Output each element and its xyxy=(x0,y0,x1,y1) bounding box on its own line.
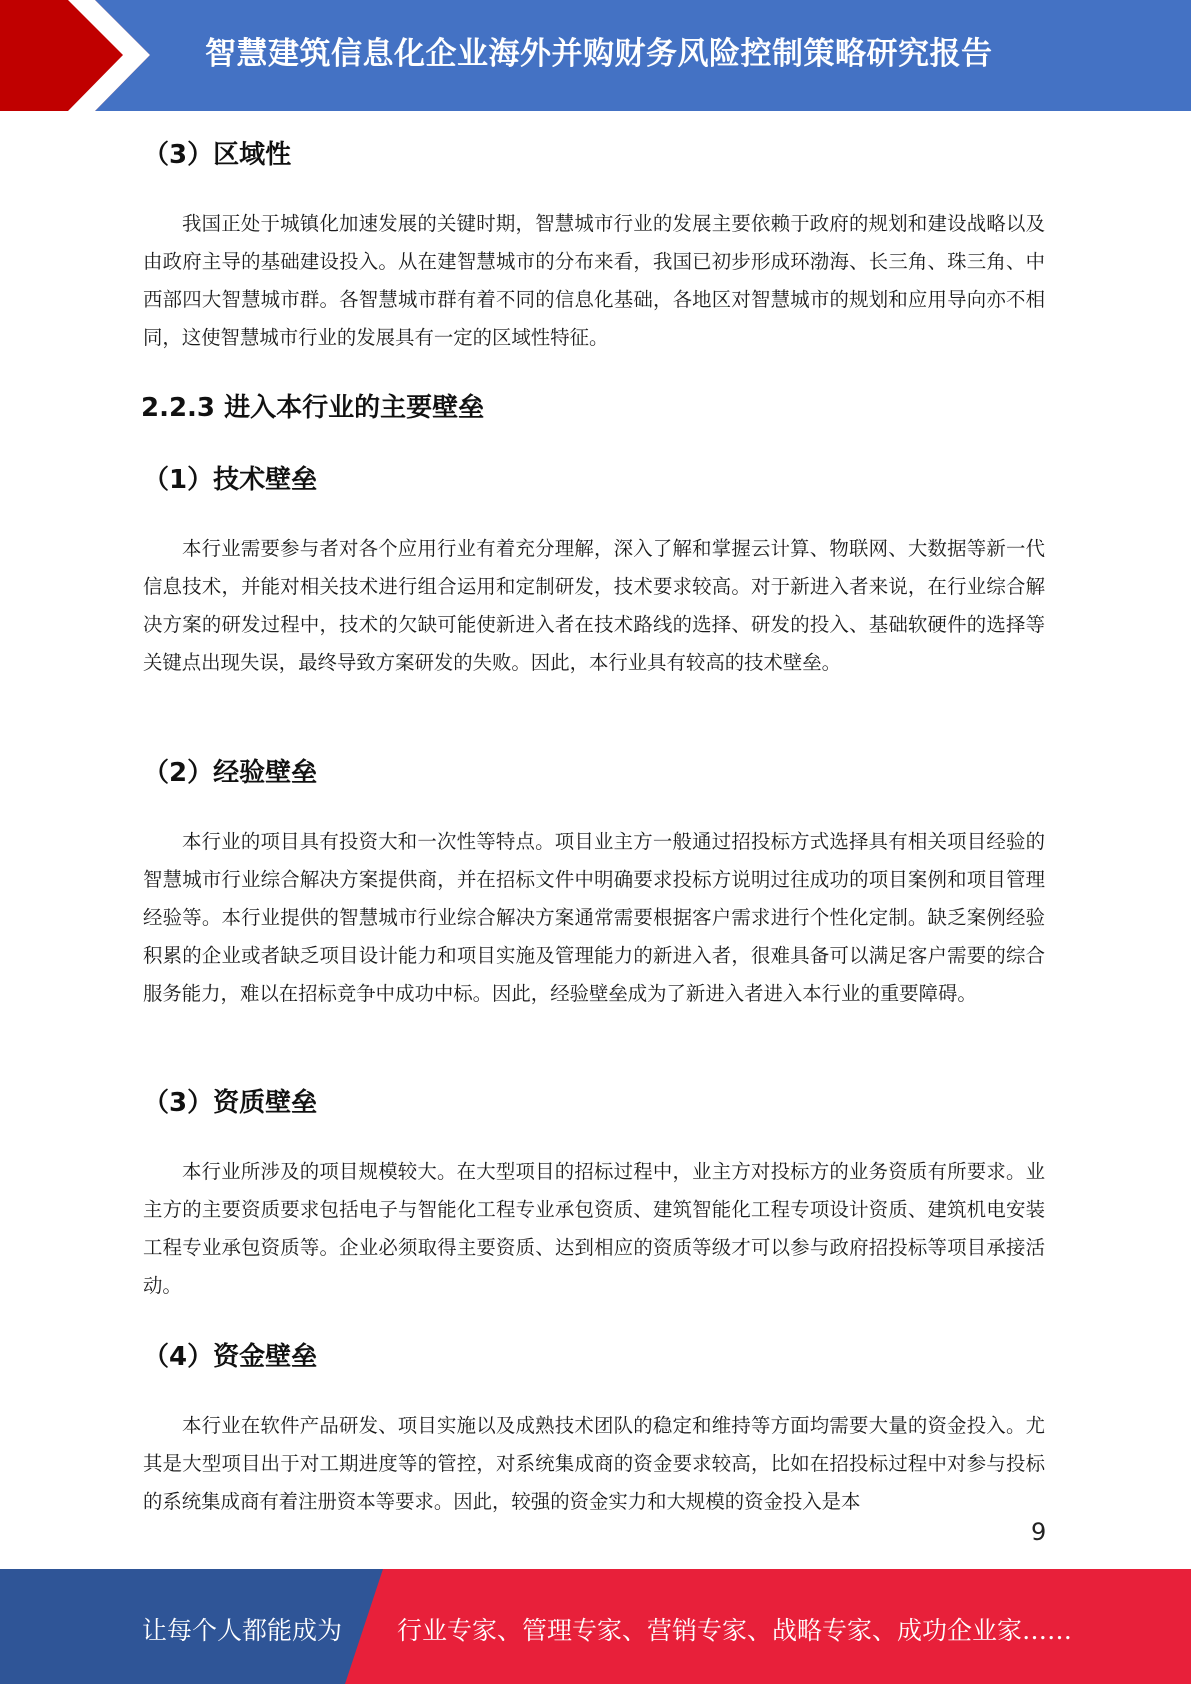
document-title: 智慧建筑信息化企业海外并购财务风险控制策略研究报告 xyxy=(205,36,993,72)
footer-slogan-right: 行业专家、管理专家、营销专家、战略专家、成功企业家…… xyxy=(397,1616,1073,1645)
footer-slogan-left: 让每个人都能成为 xyxy=(142,1616,343,1645)
section-heading-barriers: 2.2.3 进入本行业的主要壁垒 xyxy=(141,393,485,423)
heading-regional: （3）区域性 xyxy=(143,140,292,170)
paragraph-qualification-barrier: 本行业所涉及的项目规模较大。在大型项目的招标过程中，业主方对投标方的业务资质有所要求。业主方的主要资质要求包括电子与智能化工程专业承包资质、建筑智能化工程专项设计资质、建筑机电安装工程专业承包资质等。企业必须取得主要资质、达到相应的资质等级才可以参与政府招投标等项目承接活动。 xyxy=(143,1160,1045,1297)
heading-qualification-barrier: （3）资质壁垒 xyxy=(143,1088,318,1118)
heading-capital-barrier: （4）资金壁垒 xyxy=(143,1342,318,1372)
footer-banner xyxy=(0,1569,1191,1684)
paragraph-experience-barrier: 本行业的项目具有投资大和一次性等特点。项目业主方一般通过招投标方式选择具有相关项目经验的智慧城市行业综合解决方案提供商，并在招标文件中明确要求投标方说明过往成功的项目案例和项目管理经验等。本行业提供的智慧城市行业综合解决方案通常需要根据客户需求进行个性化定制。缺乏案例经验积累的企业或者缺乏项目设计能力和项目实施及管理能力的新进入者，很难具备可以满足客户需要的综合服务能力，难以在招标竞争中成功中标。因此，经验壁垒成为了新进入者进入本行业的重要障碍。 xyxy=(143,830,1045,1005)
heading-experience-barrier: （2）经验壁垒 xyxy=(143,758,318,788)
paragraph-regional: 我国正处于城镇化加速发展的关键时期，智慧城市行业的发展主要依赖于政府的规划和建设战略以及由政府主导的基础建设投入。从在建智慧城市的分布来看，我国已初步形成环渤海、长三角、珠三角、中西部四大智慧城市群。各智慧城市群有着不同的信息化基础，各地区对智慧城市的规划和应用导向亦不相同，这使智慧城市行业的发展具有一定的区域性特征。 xyxy=(143,212,1045,349)
paragraph-capital-barrier: 本行业在软件产品研发、项目实施以及成熟技术团队的稳定和维持等方面均需要大量的资金投入。尤其是大型项目出于对工期进度等的管控，对系统集成商的资金要求较高，比如在招投标过程中对参与投标的系统集成商有着注册资本等要求。因此，较强的资金实力和大规模的资金投入是本 xyxy=(143,1414,1045,1513)
header-banner xyxy=(0,0,1191,111)
heading-technical-barrier: （1）技术壁垒 xyxy=(143,465,318,495)
paragraph-technical-barrier: 本行业需要参与者对各个应用行业有着充分理解，深入了解和掌握云计算、物联网、大数据等新一代信息技术，并能对相关技术进行组合运用和定制研发，技术要求较高。对于新进入者来说，在行业综合解决方案的研发过程中，技术的欠缺可能使新进入者在技术路线的选择、研发的投入、基础软硬件的选择等关键点出现失误，最终导致方案研发的失败。因此，本行业具有较高的技术壁垒。 xyxy=(143,537,1045,674)
page-number: 9 xyxy=(1031,1518,1047,1546)
